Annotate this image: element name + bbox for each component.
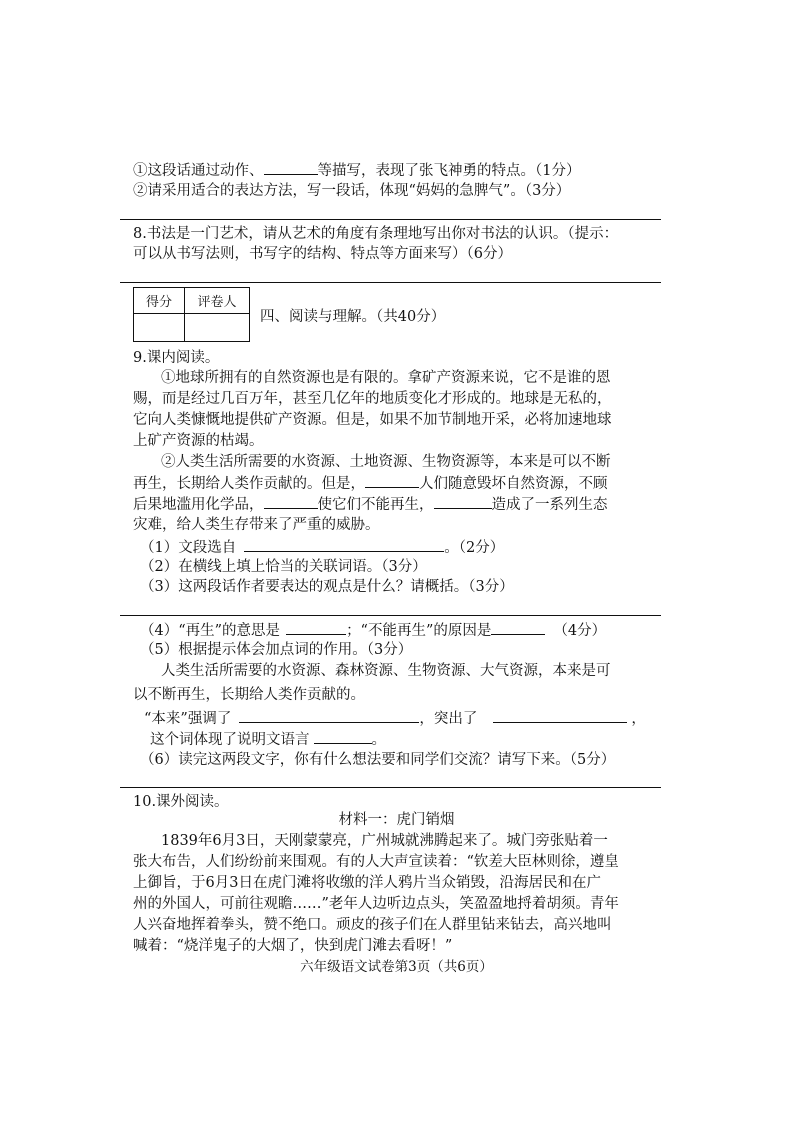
score-table [133, 287, 250, 342]
s5-question-line2 [150, 729, 386, 750]
material-line6: 喊着：“烧洋鬼子的大烟了，快到虎门滩去看呀！” [133, 938, 453, 954]
material-line2: 张大布告，人们纷纷前来围观。有的人大声宣读着：“钦差大臣林则徐，遵皇 [133, 854, 619, 870]
answer-blank[interactable] [239, 708, 419, 723]
text: ， [631, 711, 646, 727]
material-title: 材料一：虎门销烟 [338, 812, 455, 828]
answer-blank[interactable] [286, 620, 346, 635]
answer-line[interactable] [120, 282, 661, 283]
passage2-line4: 灾难，给人类生存带来了严重的威胁。 [133, 517, 380, 533]
passage1-line1: ①地球所拥有的自然资源也是有限的。拿矿产资源来说，它不是谁的恩 [161, 370, 611, 386]
passage1-line3: 它向人类慷慨地提供矿产资源。但是，如果不加节制地开采，必将加速地球 [133, 412, 612, 428]
q8-line2: 可以从书写法则，书写字的结构、特点等方面来写）（6分） [133, 246, 512, 262]
passage1-line2: 赐，而是经过几百万年，甚至几亿年的地质变化才形成的。地球是无私的， [133, 391, 612, 407]
score-cell[interactable] [134, 314, 185, 342]
text: 人们随意毁坏自然资源，不顾 [419, 476, 608, 492]
grader-cell[interactable] [185, 314, 250, 342]
page-footer: 六年级语文试卷第3页（共6页） [300, 959, 493, 975]
text: 再生，长期给人类作贡献的。但是， [133, 476, 365, 492]
q10-heading: 10.课外阅读。 [133, 794, 229, 810]
sub-question-1 [140, 537, 504, 558]
score-header: 得分 [134, 288, 185, 314]
text: （4）“再生”的意思是 [140, 623, 281, 639]
s5-example-line2: 以不断再生，长期给人类作贡献的。 [133, 687, 365, 703]
text: 造成了一系列生态 [491, 497, 608, 513]
text: 使它们不能再生， [317, 497, 434, 513]
text: ，突出了 [419, 711, 478, 727]
text: （1）文段选自 [140, 540, 237, 556]
q7-sub1 [133, 160, 580, 181]
answer-blank[interactable] [264, 160, 318, 175]
s5-example-line1: 人类生活所需要的水资源、森林资源、生物资源、大气资源，本来是可 [161, 663, 611, 679]
answer-blank[interactable] [264, 494, 318, 509]
s5-question-line1 [144, 708, 646, 729]
material-line5: 人兴奋地挥着拳头，赞不绝口。顽皮的孩子们在人群里钻来钻去，高兴地叫 [133, 917, 612, 933]
material-line1: 1839年6月3日，天刚蒙蒙亮，广州城就沸腾起来了。城门旁张贴着一 [161, 833, 608, 849]
q7-sub2: ②请采用适合的表达方法，写一段话，体现“妈妈的急脾气”。（3分） [133, 183, 571, 199]
answer-blank[interactable] [244, 537, 444, 552]
sub-question-6: （6）读完这两段文字，你有什么想法要和同学们交流？请写下来。（5分） [140, 752, 616, 768]
text: （4分） [553, 623, 607, 639]
answer-line[interactable] [120, 219, 661, 220]
text: 后果地滥用化学品， [133, 497, 264, 513]
grader-header: 评卷人 [185, 288, 250, 314]
answer-blank[interactable] [365, 473, 419, 488]
text: ；“不能再生”的原因是 [346, 623, 492, 639]
text: 这个词体现了说明文语言 [150, 732, 310, 748]
sub-question-3: （3）这两段话作者要表达的观点是什么？请概括。（3分） [140, 579, 514, 595]
q7-sub1-pre: ①这段话通过动作、 [133, 163, 264, 179]
answer-line[interactable] [120, 615, 661, 616]
passage2-line3 [133, 494, 608, 515]
text: 。（2分） [444, 540, 505, 556]
sub-question-4 [140, 620, 606, 641]
text: 。 [371, 732, 386, 748]
q9-heading: 9.课内阅读。 [133, 350, 220, 366]
passage1-line4: 上矿产资源的枯竭。 [133, 433, 264, 449]
material-line3: 上御旨，于6月3日在虎门滩将收缴的洋人鸦片当众销毁，沿海居民和在广 [133, 875, 601, 891]
q8-line1: 8.书法是一门艺术，请从艺术的角度有条理地写出你对书法的认识。（提示： [133, 226, 619, 242]
passage2-line1: ②人类生活所需要的水资源、土地资源、生物资源等，本来是可以不断 [161, 454, 611, 470]
answer-line[interactable] [120, 787, 661, 788]
sub-question-5: （5）根据提示体会加点词的作用。（3分） [140, 642, 413, 658]
section-title: 四、阅读与理解。（共40分） [260, 309, 446, 325]
answer-blank[interactable] [434, 494, 492, 509]
text: “本来”强调了 [144, 711, 232, 727]
q7-sub1-post: 等描写，表现了张飞神勇的特点。（1分） [317, 163, 581, 179]
material-line4: 州的外国人，可前往观瞻……”老年人边听边点头，笑盈盈地捋着胡须。青年 [133, 896, 619, 912]
answer-blank[interactable] [493, 708, 627, 723]
answer-blank[interactable] [491, 620, 545, 635]
answer-blank[interactable] [314, 729, 372, 744]
sub-question-2: （2）在横线上填上恰当的关联词语。（3分） [140, 559, 427, 575]
passage2-line2 [133, 473, 608, 494]
